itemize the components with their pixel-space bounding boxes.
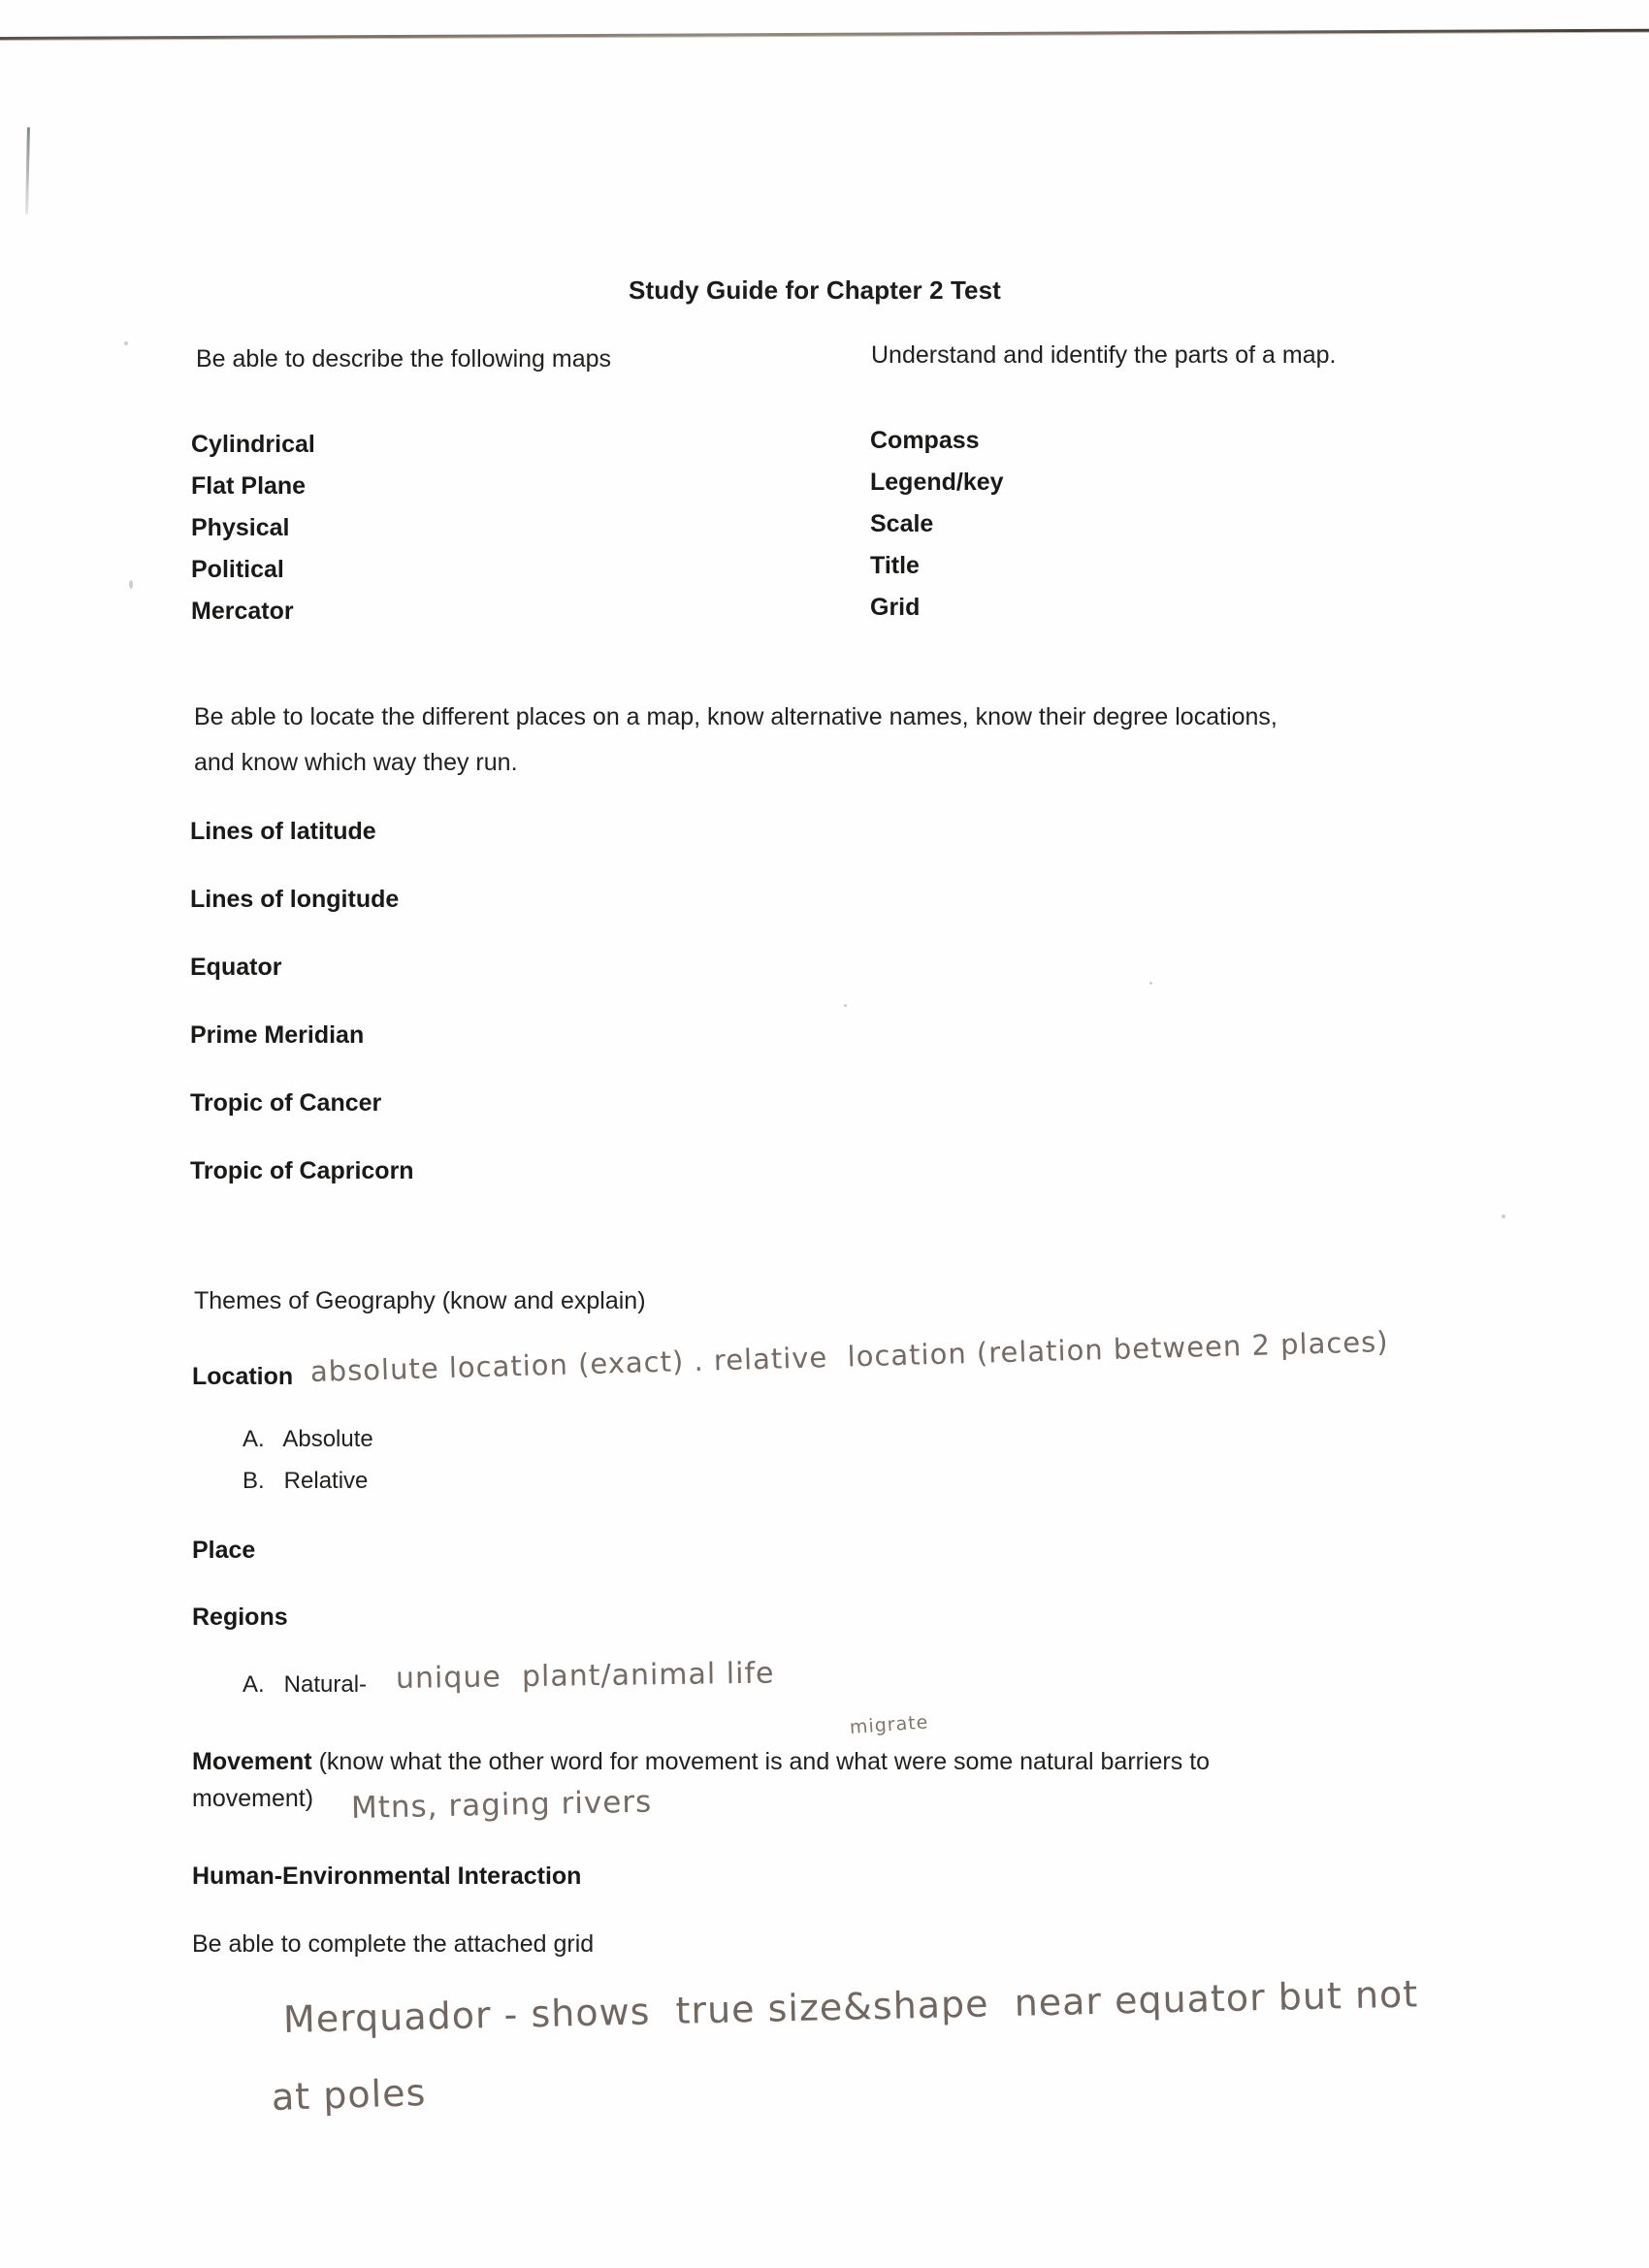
handwritten-location-note: absolute location (exact) . relative location (relation between 2 places): [309, 1324, 1389, 1388]
handwritten-natural-note: unique plant/animal life: [395, 1656, 775, 1696]
regions-sub-item-a: A. Natural-: [242, 1671, 368, 1698]
handwritten-mercator-note-line-2: at poles: [271, 2071, 427, 2119]
map-part-item: Title: [870, 552, 920, 579]
theme-movement-paragraph: [192, 1739, 1424, 1785]
geography-line-item: Tropic of Capricorn: [190, 1157, 414, 1184]
closing-instruction: Be able to complete the attached grid: [192, 1930, 595, 1958]
map-part-item: Compass: [870, 427, 980, 454]
paper-speck: [129, 580, 133, 589]
location-sub-item-a: A. Absolute: [242, 1426, 373, 1452]
geography-line-item: Prime Meridian: [190, 1021, 365, 1049]
left-column-heading: Be able to describe the following maps: [196, 345, 612, 373]
location-sub-item-b: B. Relative: [242, 1468, 369, 1494]
paper-speck: [1502, 1215, 1505, 1218]
pencil-margin-mark: [25, 127, 30, 214]
locate-paragraph-line-1: Be able to locate the different places on a map, know alternative names, know their degree locations,: [194, 703, 1277, 730]
theme-regions-label: Regions: [192, 1604, 288, 1631]
theme-movement-label: Movement: [192, 1748, 312, 1775]
map-type-item: Mercator: [191, 598, 294, 625]
map-part-item: Scale: [870, 510, 934, 537]
map-type-item: Physical: [191, 514, 290, 541]
paper-speck: [124, 341, 128, 345]
handwritten-mercator-note-line-1: Merquador - shows true size&shape near equator but not: [282, 1972, 1419, 2041]
map-type-item: Cylindrical: [191, 431, 315, 458]
right-column-heading: Understand and identify the parts of a map.: [871, 341, 1337, 369]
handwritten-movement-note: Mtns, raging rivers: [350, 1784, 653, 1826]
geography-line-item: Tropic of Cancer: [190, 1089, 382, 1117]
theme-movement-text-line-1: (know what the other word for movement is and what were some natural barriers to: [311, 1748, 1211, 1775]
geography-line-item: Lines of longitude: [190, 886, 400, 913]
geography-line-item: Equator: [190, 954, 282, 981]
paper-speck: [1149, 982, 1152, 985]
map-type-item: Political: [191, 556, 284, 583]
page-title: Study Guide for Chapter 2 Test: [629, 275, 1001, 305]
map-type-item: Flat Plane: [191, 472, 307, 500]
locate-paragraph-line-2: and know which way they run.: [194, 749, 518, 776]
theme-location-label: Location: [192, 1363, 294, 1390]
themes-heading: Themes of Geography (know and explain): [194, 1287, 646, 1314]
geography-line-item: Lines of latitude: [190, 818, 376, 845]
handwritten-migrate-note: migrate: [849, 1711, 930, 1738]
theme-human-environment-label: Human-Environmental Interaction: [192, 1863, 582, 1890]
theme-movement-text-line-2: movement): [192, 1785, 314, 1812]
theme-place-label: Place: [192, 1537, 256, 1564]
map-part-item: Grid: [870, 594, 921, 621]
map-part-item: Legend/key: [870, 469, 1004, 496]
paper-speck: [844, 1004, 847, 1007]
